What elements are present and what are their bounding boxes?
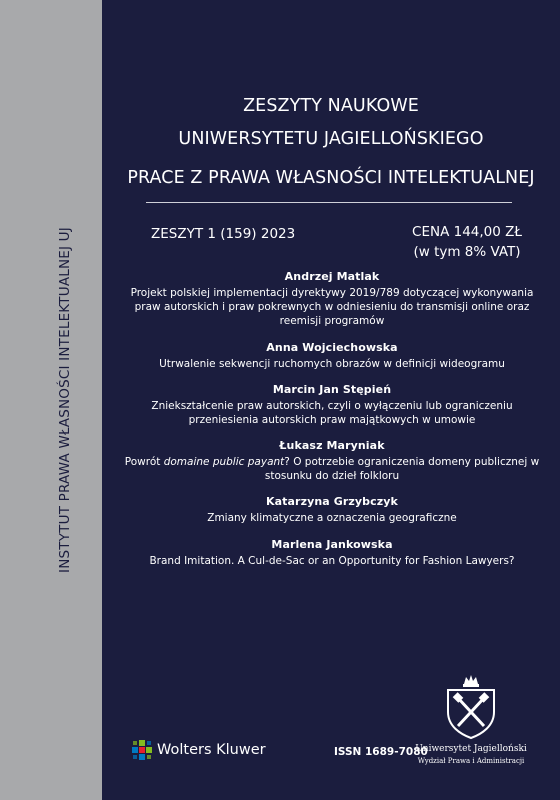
university-name: Uniwersytet Jagielloński xyxy=(415,744,527,754)
series-title: PRACE Z PRAWA WŁASNOŚCI INTELEKTUALNEJ xyxy=(127,168,535,188)
article-author: Łukasz Maryniak xyxy=(279,439,385,453)
article-author: Andrzej Matlak xyxy=(284,270,380,283)
issn: ISSN 1689-7080 xyxy=(334,746,428,758)
article-author: Marlena Jankowska xyxy=(271,537,393,551)
cover-main xyxy=(102,0,560,800)
article-title: Zmiany klimatyczne a oznaczenia geograficzne xyxy=(207,512,457,525)
article-title-emphasis: domaine public payant xyxy=(163,456,285,469)
wolters-kluwer-icon xyxy=(132,740,152,760)
price-amount: CENA 144,00 ZŁ xyxy=(412,224,522,240)
article-entry xyxy=(122,383,542,427)
article-title-prefix: Powrót xyxy=(124,456,164,469)
price-block xyxy=(412,224,522,260)
spine-title: INSTYTUT PRAWA WŁASNOŚCI INTELEKTUALNEJ UJ xyxy=(57,227,73,573)
journal-title-line-2: UNIWERSYTETU JAGIELLOŃSKIEGO xyxy=(178,129,484,149)
price-vat: (w tym 8% VAT) xyxy=(413,244,521,260)
article-entry xyxy=(122,270,542,329)
article-title: Brand Imitation. A Cul-de-Sac or an Opportunity for Fashion Lawyers? xyxy=(149,554,515,567)
title-divider xyxy=(146,202,512,203)
journal-title-line-1: ZESZYTY NAUKOWE xyxy=(243,96,419,116)
article-title: Zniekształcenie praw autorskich, czyli o wyłączeniu lub ograniczeniu przeniesienia autorskich praw majątkowych w umowie xyxy=(151,399,513,426)
article-author: Katarzyna Grzybczyk xyxy=(266,495,398,509)
department-name: Wydział Prawa i Administracji xyxy=(417,757,525,765)
article-entry xyxy=(122,538,542,568)
article-entry xyxy=(122,495,542,525)
article-title-suffix: ? O potrzebie ograniczenia domeny publicznej w stosunku do dzieł folkloru xyxy=(264,456,540,483)
article-entry xyxy=(122,439,542,483)
article-author: Marcin Jan Stępień xyxy=(272,382,392,396)
university-logo xyxy=(412,672,530,765)
article-author: Anna Wojciechowska xyxy=(266,340,398,354)
issue-number: ZESZYT 1 (159) 2023 xyxy=(151,226,296,242)
article-title xyxy=(122,455,542,483)
article-title: Projekt polskiej implementacji dyrektywy 2019/789 dotyczącej wykonywania praw autorskich i praw pokrewnych w odniesieniu do transmisji online oraz reemisji programów xyxy=(130,287,534,328)
university-crest-icon xyxy=(442,672,500,740)
article-entry xyxy=(122,341,542,371)
article-title: Utrwalenie sekwencji ruchomych obrazów w definicji wideogramu xyxy=(159,357,505,370)
publisher-logo xyxy=(132,740,266,760)
table-of-contents xyxy=(122,270,542,580)
publisher-name: Wolters Kluwer xyxy=(157,742,266,758)
spine-band xyxy=(0,0,102,800)
